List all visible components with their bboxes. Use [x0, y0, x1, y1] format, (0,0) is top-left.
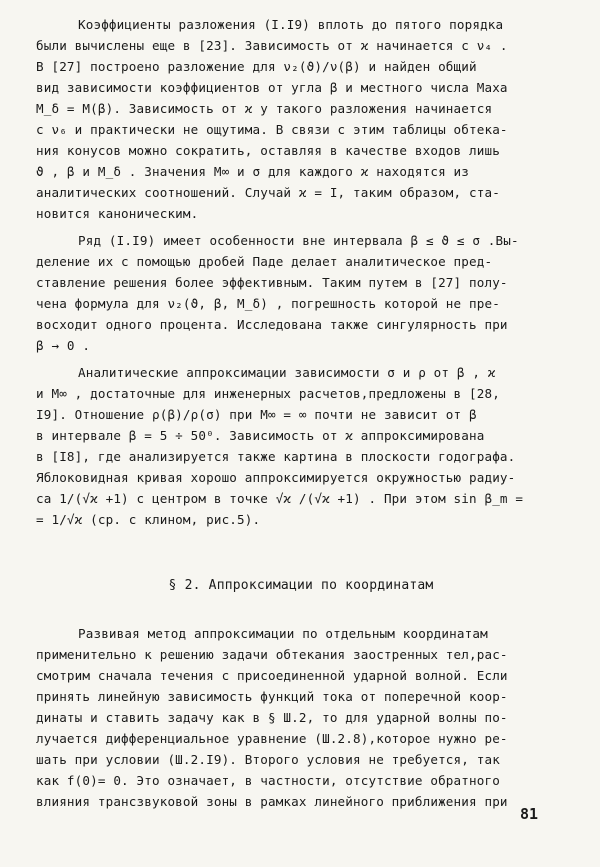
- text-line: ния конусов можно сократить, оставляя в качестве входов лишь: [36, 143, 500, 158]
- text-line: чена формула для ν₂(ϑ, β, M_δ) , погрешность которой не пре-: [36, 296, 500, 311]
- paragraph-3: [36, 362, 566, 530]
- text-line: шать при условии (Ш.2.I9). Второго условия не требуется, так: [36, 752, 500, 767]
- text-line: смотрим сначала течения с присоединенной ударной волной. Если: [36, 668, 508, 683]
- text-line: = 1/√ϰ (ср. с клином, рис.5).: [36, 512, 261, 527]
- section-title: § 2. Аппроксимации по координатам: [168, 578, 434, 593]
- page-number: 81: [520, 805, 539, 823]
- text-line: и M∞ , достаточные для инженерных расчетов,предложены в [28,: [36, 386, 500, 401]
- text-line: влияния трансзвуковой зоны в рамках линейного приближения при: [36, 794, 508, 809]
- text-line: как f(0)= 0. Это означает, в частности, отсутствие обратного: [36, 773, 500, 788]
- paragraph-1: [36, 14, 566, 224]
- text-line: динаты и ставить задачу как в § Ш.2, то для ударной волны по-: [36, 710, 508, 725]
- text-line: В [27] построено разложение для ν₂(ϑ)/ν(β) и найден общий: [36, 59, 477, 74]
- text-line: M_δ = M(β). Зависимость от ϰ у такого разложения начинается: [36, 101, 493, 116]
- text-line: Ряд (I.I9) имеет особенности вне интервала β ≤ ϑ ≤ σ .Вы-: [78, 233, 519, 248]
- text-line: ставление решения более эффективным. Таким путем в [27] полу-: [36, 275, 508, 290]
- text-line: аналитических соотношений. Случай ϰ = I, таким образом, ста-: [36, 185, 500, 200]
- text-line: Развивая метод аппроксимации по отдельным координатам: [78, 626, 488, 641]
- text-line: Коэффициенты разложения (I.I9) вплоть до пятого порядка: [78, 17, 504, 32]
- text-line: новится каноническим.: [36, 206, 199, 221]
- text-line: с ν₆ и практически не ощутима. В связи с этим таблицы обтека-: [36, 122, 508, 137]
- text-line: лучается дифференциальное уравнение (Ш.2.8),которое нужно ре-: [36, 731, 508, 746]
- text-line: Яблоковидная кривая хорошо аппроксимируется окружностью радиу-: [36, 470, 516, 485]
- text-line: в интервале β = 5 ÷ 50⁰. Зависимость от ϰ аппроксимирована: [36, 428, 485, 443]
- text-line: Аналитические аппроксимации зависимости σ и ρ от β , ϰ: [78, 365, 496, 380]
- text-line: восходит одного процента. Исследована также сингулярность при: [36, 317, 508, 332]
- text-line: применительно к решению задачи обтекания заостренных тел,рас-: [36, 647, 508, 662]
- page-body: [36, 14, 566, 812]
- text-line: ϑ , β и M_δ . Значения M∞ и σ для каждого ϰ находятся из: [36, 164, 469, 179]
- paragraph-2: [36, 230, 566, 356]
- paragraph-4: [36, 623, 566, 812]
- text-line: принять линейную зависимость функций тока от поперечной коор-: [36, 689, 508, 704]
- text-line: β → 0 .: [36, 338, 91, 353]
- text-line: были вычислены еще в [23]. Зависимость от ϰ начинается с ν₄ .: [36, 38, 508, 53]
- text-line: вид зависимости коэффициентов от угла β и местного числа Маха: [36, 80, 508, 95]
- text-line: деление их с помощью дробей Паде делает аналитическое пред-: [36, 254, 493, 269]
- text-line: I9]. Отношение ρ(β)/ρ(σ) при M∞ = ∞ почти не зависит от β: [36, 407, 477, 422]
- text-line: са 1/(√ϰ +1) с центром в точке √ϰ /(√ϰ +1) . При этом sin β_m =: [36, 491, 524, 506]
- text-line: в [I8], где анализируется также картина в плоскости годографа.: [36, 449, 516, 464]
